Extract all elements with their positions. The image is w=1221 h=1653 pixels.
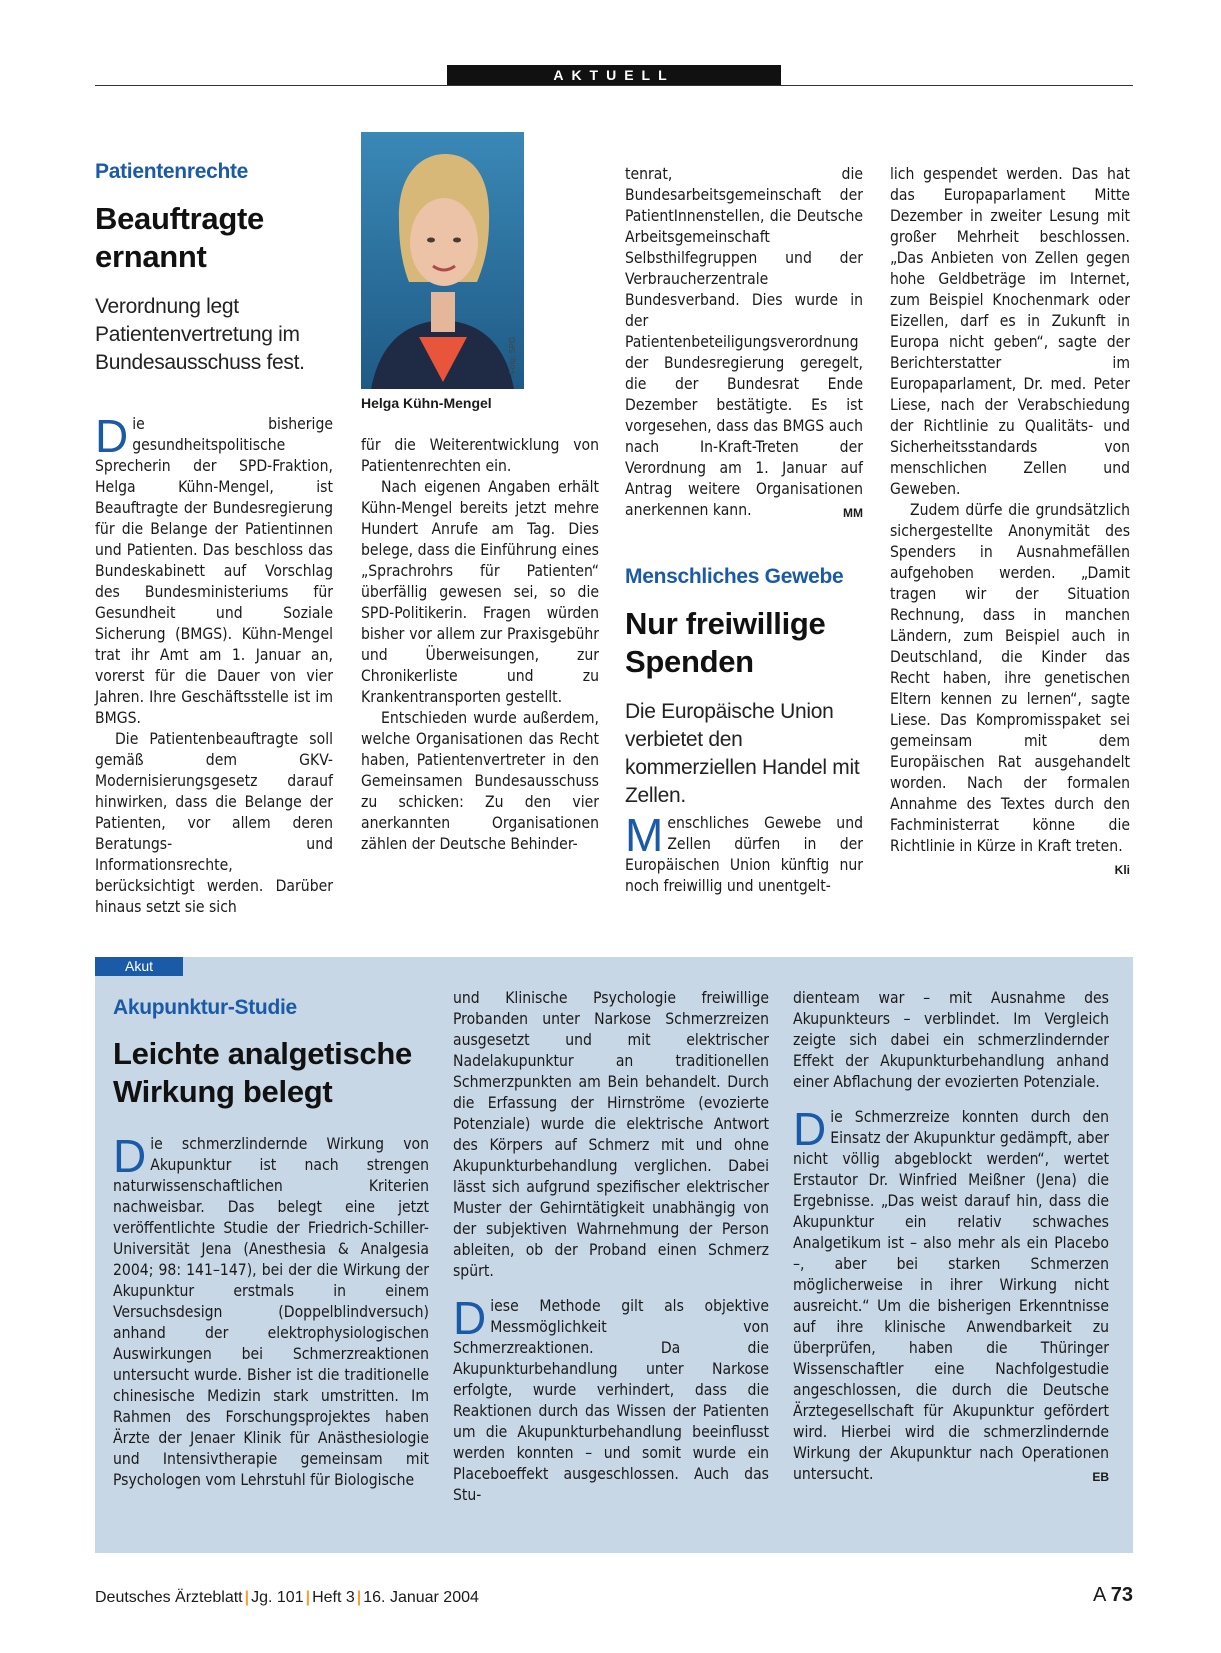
- paragraph: lich gespendet werden. Das hat das Europaparlament Mitte Dezember in zweiter Lesung mit großer Mehrheit beschlossen. „Das Anbieten von Zellen gegen hohe Geldbeträge im Internet, zum Beispiel Knochenmark oder Eizellen, darf es in Zukunft in Europa nicht geben“, sagte der Berichterstatter im Europaparlament, Dr. med. Peter Liese, nach der Verabschiedung der Richtlinie zu Qualitäts- und Sicherheitsstandards von menschlichen Zellen und Geweben.: [890, 165, 1130, 498]
- separator: |: [356, 1589, 362, 1606]
- paragraph: ie bisherige gesundheitspolitische Sprecherin der SPD-Fraktion, Helga Kühn-Mengel, ist Beauftragte der Bundesregierung für die Belange der Patientinnen und Patienten. Das beschloss das Bundeskabinett auf Vorschlag des Bundesministeriums für Gesundheit und Soziale Sicherung (BMGS). Kühn-Mengel trat ihr Amt am 1. Januar an, vorerst für die Dauer von vier Jahren. Ihre Geschäftsstelle ist im BMGS.: [95, 415, 333, 727]
- page-number: [1093, 1584, 1133, 1607]
- portrait-photo: [361, 132, 524, 389]
- article1-column-2: [361, 435, 599, 855]
- paragraph: Nach eigenen Angaben erhält Kühn-Mengel bereits jetzt mehre Hundert Anrufe am Tag. Dies belege, dass die Einführung eines „Sprachrohrs für Patienten“ überfällig gewesen sei, so die SPD-Politikerin. Fragen würden bisher vor allem zur Praxisgebühr und Überweisungen, zur Chronikerliste und zu Krankentransporten gestellt.: [361, 478, 599, 706]
- journal-volume: Jg. 101: [251, 1589, 304, 1606]
- paragraph: Zudem dürfe die grundsätzlich sichergestellte Anonymität des Spenders in Ausnahmefällen aufgehoben werden. „Damit tragen wir der Situation Rechnung, dass in manchen Ländern, zum Beispiel auch in Deutschland, die Kinder das Recht haben, ihre genetischen Eltern kennen zu lernen“, sagte Liese. Das Kompromisspaket sei gemeinsam mit dem Europäischen Rat ausgehandelt worden. Nach der formalen Annahme des Textes durch den Fachministerrat könne die Richtlinie in Kürze in Kraft treten.: [890, 501, 1130, 855]
- page-prefix: A: [1092, 1584, 1106, 1606]
- journal-date: 16. Januar 2004: [363, 1589, 479, 1606]
- paragraph: enschliches Gewebe und Zellen dürfen in der Europäischen Union künftig nur noch freiwillig und unentgelt-: [625, 814, 863, 895]
- paragraph: tenrat, die Bundesarbeitsgemeinschaft der PatientInnenstellen, die Deutsche Arbeitsgemeinschaft Selbsthilfegruppen und der Verbraucherzentrale Bundesverband. Dies wurde in der Patientenbeteiligungsverordnung der Bundesregierung geregelt, die der Bundesrat Ende Dezember bestätigte. Es ist vorgesehen, dass das BMGS auch nach In-Kraft-Treten der Verordnung am 1. Januar auf Antrag weitere Organisationen anerkennen kann.: [625, 165, 863, 519]
- article1-column-1: [95, 410, 333, 918]
- portrait-image: [361, 132, 524, 389]
- infobox-column-1: [113, 1130, 429, 1491]
- header-rule: [95, 85, 1133, 86]
- journal-name: Deutsches Ärzteblatt: [95, 1589, 243, 1606]
- article2-headline: Nur freiwillige Spenden: [625, 606, 826, 679]
- paragraph: Die Patientenbeauftragte soll gemäß dem GKV-Modernisierungsgesetz darauf hinwirken, dass die Belange der Patienten, vor allem deren Beratungs- und Informationsrechte, berücksichtigt werden. Darüber hinaus setzt sie sich: [95, 730, 333, 916]
- article2-column-1: [625, 809, 863, 897]
- infobox-column-3: [793, 988, 1109, 1488]
- paragraph: für die Weiterentwicklung von Patientenrechten ein.: [361, 436, 599, 475]
- infobox-column-2: [453, 988, 769, 1506]
- photo-caption: Helga Kühn-Mengel: [361, 395, 492, 411]
- infobox-kicker: Akupunktur-Studie: [113, 996, 297, 1019]
- article1-kicker: Patientenrechte: [95, 160, 249, 183]
- section-label: AKTUELL: [447, 65, 781, 85]
- paragraph: ie Schmerzreize konnten durch den Einsatz der Akupunktur gedämpft, aber nicht völlig abgeblockt werden“, wertet Erstautor Dr. Winfried Meißner (Jena) die Ergebnisse. „Das weist darauf hin, dass die Akupunktur ein relativ schwaches Analgetikum ist – also mehr als ein Placebo –, aber bei starken Schmerzen möglicherweise in ihrer Wirkung nicht ausreicht.“ Um die bisherigen Erkenntnisse auf ihre klinische Anwendbarkeit zu überprüfen, haben die Thüringer Wissenschaftler eine Nachfolgestudie angeschlossen, die durch die Deutsche Ärztegesellschaft für Akupunktur gefördert wird. Hierbei wird die schmerzlindernde Wirkung der Akupunktur nach Operationen untersucht.: [793, 1108, 1109, 1483]
- article1-deck: Verordnung legt Patientenvertretung im Bundesausschuss fest.: [95, 295, 305, 374]
- dropcap: M: [625, 809, 664, 861]
- dropcap: D: [95, 410, 129, 462]
- article2-deck: Die Europäische Union verbietet den kommerziellen Handel mit Zellen.: [625, 700, 860, 807]
- paragraph: und Klinische Psychologie freiwillige Probanden unter Narkose Schmerzreizen ausgesetzt und mit elektrischer Nadelakupunktur an traditionellen Schmerzpunkten am Bein behandelt. Durch die Erfassung der Hirnströme (evozierte Potenziale) wurde die elektrische Antwort des Körpers auf Schmerz mit und ohne Akupunkturbehandlung verglichen. Dabei lässt sich aufgrund spezifischer elektrischer Muster der Gehirntätigkeit unabhängig von der subjektiven Wahrnehmung der Person ableiten, ob der Proband einen Schmerz spürt.: [453, 989, 769, 1280]
- dropcap: D: [453, 1292, 487, 1344]
- article1-headline: Beauftragte ernannt: [95, 201, 264, 274]
- author-signature: Kli: [1114, 863, 1130, 877]
- footer-citation: [95, 1589, 479, 1607]
- dropcap: D: [793, 1103, 827, 1155]
- separator: |: [244, 1589, 250, 1606]
- article1-column-3: [625, 164, 863, 524]
- paragraph: dienteam war – mit Ausnahme des Akupunkteurs – verblindet. Im Vergleich zeigte sich dabei ein schmerzlindernder Effekt der Akupunkturbehandlung anhand einer Abflachung der evozierten Potenziale.: [793, 989, 1109, 1091]
- separator: |: [305, 1589, 311, 1606]
- author-signature: EB: [1092, 1470, 1109, 1484]
- paragraph: ie schmerzlindernde Wirkung von Akupunktur ist nach strengen naturwissenschaftlichen Kriterien nachweisbar. Das belegt eine jetzt veröffentlichte Studie der Friedrich-Schiller-Universität Jena (Anesthesia & Analgesia 2004; 98: 141–147), bei der die Wirkung der Akupunktur erstmals in einem Versuchsdesign (Doppelblindversuch) anhand der elektrophysiologischen Auswirkungen bei Schmerzreaktionen untersucht wurde. Bisher ist die traditionelle chinesische Medizin stark umstritten. Im Rahmen des Forschungsprojektes haben Ärzte der Jenaer Klinik für Anästhesiologie und Intensivtherapie gemeinsam mit Psychologen vom Lehrstuhl für Biologische: [113, 1135, 429, 1489]
- article2-column-2: [890, 164, 1130, 881]
- paragraph: Entschieden wurde außerdem, welche Organisationen das Recht haben, Patientenvertreter in den Gemeinsamen Bundesausschuss zu schicken: Zu den vier anerkannten Organisationen zählen der Deutsche Behinder-: [361, 709, 599, 853]
- infobox-headline: Leichte analgetische Wirkung belegt: [113, 1036, 412, 1109]
- infobox-tag: Akut: [95, 957, 183, 976]
- photo-credit: Foto: SPD: [508, 337, 517, 374]
- paragraph: iese Methode gilt als objektive Messmöglichkeit von Schmerzreaktionen. Da die Akupunkturbehandlung unter Narkose erfolgte, wurde verhindert, dass die Reaktionen durch das Wissen der Patienten um die Akupunkturbehandlung beeinflusst werden konnten – und somit wurde ein Placeboeffekt ausgeschlossen. Auch das Stu-: [453, 1297, 769, 1504]
- dropcap: D: [113, 1130, 147, 1182]
- journal-issue: Heft 3: [312, 1589, 355, 1606]
- author-signature: MM: [843, 506, 863, 520]
- page-number-value: 73: [1110, 1584, 1133, 1606]
- article2-kicker: Menschliches Gewebe: [625, 565, 844, 588]
